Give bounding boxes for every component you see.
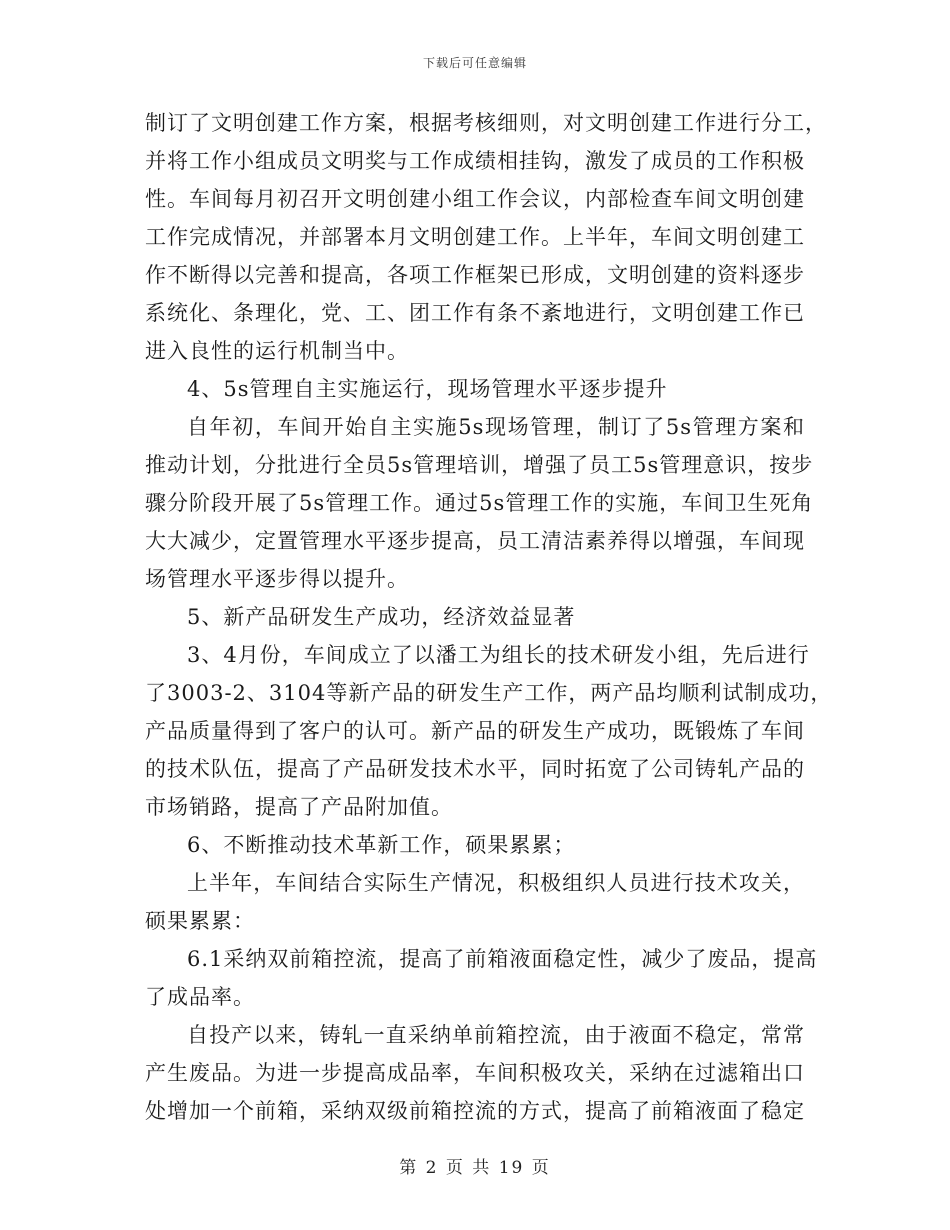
body-line: 场管理水平逐步得以提升。 <box>145 567 409 591</box>
body-line: 硕果累累： <box>145 909 255 933</box>
body-line: 性。车间每月初召开文明创建小组工作会议，内部检查车间文明创建 <box>145 187 805 211</box>
body-line: 进入良性的运行机制当中。 <box>145 339 409 363</box>
body-line: 了3003-2、3104等新产品的研发生产工作，两产品均顺利试制成功， <box>145 681 833 705</box>
body-line: 的技术队伍，提高了产品研发技术水平，同时拓宽了公司铸轧产品的 <box>145 757 805 781</box>
section-heading: 4、5s管理自主实施运行，现场管理水平逐步提升 <box>187 377 668 401</box>
body-line: 推动计划，分批进行全员5s管理培训，增强了员工5s管理意识，按步 <box>145 453 814 477</box>
body-line: 系统化、条理化，党、工、团工作有条不紊地进行，文明创建工作已 <box>145 301 805 325</box>
body-line: 作不断得以完善和提高，各项工作框架已形成，文明创建的资料逐步 <box>145 263 805 287</box>
body-line: 大大减少，定置管理水平逐步提高，员工清洁素养得以增强，车间现 <box>145 529 805 553</box>
body-line: 骤分阶段开展了5s管理工作。通过5s管理工作的实施，车间卫生死角 <box>145 491 814 515</box>
body-line: 产品质量得到了客户的认可。新产品的研发生产成功，既锻炼了车间 <box>145 719 805 743</box>
body-line: 3、4月份，车间成立了以潘工为组长的技术研发小组，先后进行 <box>187 643 810 667</box>
page-header: 下载后可任意编辑 <box>422 56 527 70</box>
body-line: 产生废品。为进一步提高成品率，车间积极攻关，采纳在过滤箱出口 <box>145 1061 805 1085</box>
section-heading: 6、不断推动技术革新工作，硕果累累； <box>187 833 576 857</box>
body-line: 工作完成情况，并部署本月文明创建工作。上半年，车间文明创建工 <box>145 225 805 249</box>
document-body <box>145 104 833 1130</box>
section-heading: 5、新产品研发生产成功，经济效益显著 <box>187 605 576 629</box>
page-number: 第 2 页 共 19 页 <box>399 1158 551 1178</box>
body-line: 并将工作小组成员文明奖与工作成绩相挂钩，激发了成员的工作积极 <box>145 149 805 173</box>
body-line: 处增加一个前箱，采纳双级前箱控流的方式，提高了前箱液面了稳定 <box>145 1099 805 1123</box>
body-line: 市场销路，提高了产品附加值。 <box>145 795 453 819</box>
subsection-heading: 了成品率。 <box>145 985 255 1009</box>
subsection-heading: 6.1采纳双前箱控流，提高了前箱液面稳定性，减少了废品，提高 <box>187 947 818 971</box>
body-line: 自投产以来，铸轧一直采纳单前箱控流，由于液面不稳定，常常 <box>187 1023 805 1047</box>
body-line: 上半年，车间结合实际生产情况，积极组织人员进行技术攻关， <box>187 871 805 895</box>
body-line: 自年初，车间开始自主实施5s现场管理，制订了5s管理方案和 <box>187 415 805 439</box>
body-line: 制订了文明创建工作方案，根据考核细则，对文明创建工作进行分工， <box>145 111 827 135</box>
